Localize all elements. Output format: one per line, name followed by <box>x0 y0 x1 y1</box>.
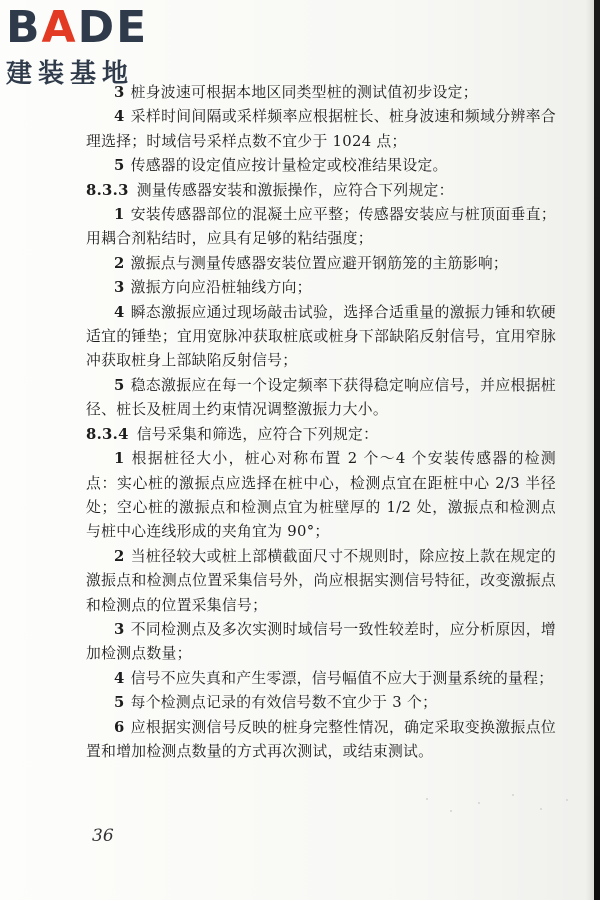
clause-item: 4 瞬态激振应通过现场敲击试验，选择合适重量的激振力锤和软硬适宜的锤垫；宜用宽脉冲获取桩底或桩身下部缺陷反射信号，宜用窄脉冲获取桩身上部缺陷反射信号； <box>86 303 556 370</box>
clause-item: 2 激振点与测量传感器安装位置应避开钢筋笼的主筋影响； <box>114 254 509 272</box>
clause-item: 5 稳态激振应在每一个设定频率下获得稳定响应信号，并应根据桩径、桩长及桩周土约束情况调整激振力大小。 <box>86 376 556 419</box>
clause-item: 3 桩身波速可根据本地区同类型桩的测试值初步设定； <box>114 84 478 101</box>
clause-item: 1 安装传感器部位的混凝土应平整；传感器安装应与桩顶面垂直；用耦合剂粘结时，应具有足够的粘结强度； <box>86 206 556 248</box>
clause-item: 4 采样时间间隔或采样频率应根据桩长、桩身波速和频域分辨率合理选择；时域信号采样点数不宜少于 1024 点； <box>86 108 556 150</box>
logo-subtitle: 建装基地 <box>6 59 135 89</box>
clause-item: 5 每个检测点记录的有效信号数不宜少于 3 个； <box>114 694 438 712</box>
clause-item: 1 根据桩径大小，桩心对称布置 2 个～4 个安装传感器的检测点：实心桩的激振点应选择在桩中心，检测点宜在距桩中心 2/3 半径处；空心桩的激振点和检测点宜为桩壁厚的 1/2 处，激振点和检测点与桩中心连线形成的夹角宜为 90°； <box>86 450 556 541</box>
clause-item: 6 应根据实测信号反映的桩身完整性情况，确定采取变换激振点位置和增加检测点数量的方式再次测试，或结束测试。 <box>86 718 556 760</box>
scan-speckles <box>420 790 580 820</box>
page-edge-bar <box>594 0 600 900</box>
logo-wordmark: BADE <box>6 2 149 53</box>
page-edge-shadow <box>586 0 594 900</box>
clause-item: 3 激振方向应沿桩轴线方向； <box>114 279 312 297</box>
page-number: 36 <box>92 826 114 846</box>
section-heading: 8.3.3 测量传感器安装和激振操作，应符合下列规定： <box>86 181 454 199</box>
clause-item: 2 当桩径较大或桩上部横截面尺寸不规则时，除应按上款在规定的激振点和检测点位置采集信号外，尚应根据实测信号特征，改变激振点和检测点的位置采集信号； <box>86 547 556 614</box>
section-heading: 8.3.4 信号采集和筛选，应符合下列规定： <box>86 425 379 443</box>
clause-item: 4 信号不应失真和产生零漂，信号幅值不应大于测量系统的量程； <box>114 669 554 687</box>
clause-item: 5 传感器的设定值应按计量检定或校准结果设定。 <box>114 157 448 175</box>
clause-item: 3 不同检测点及多次实测时域信号一致性较差时，应分析原因，增加检测点数量； <box>86 620 556 663</box>
document-body <box>86 81 556 764</box>
